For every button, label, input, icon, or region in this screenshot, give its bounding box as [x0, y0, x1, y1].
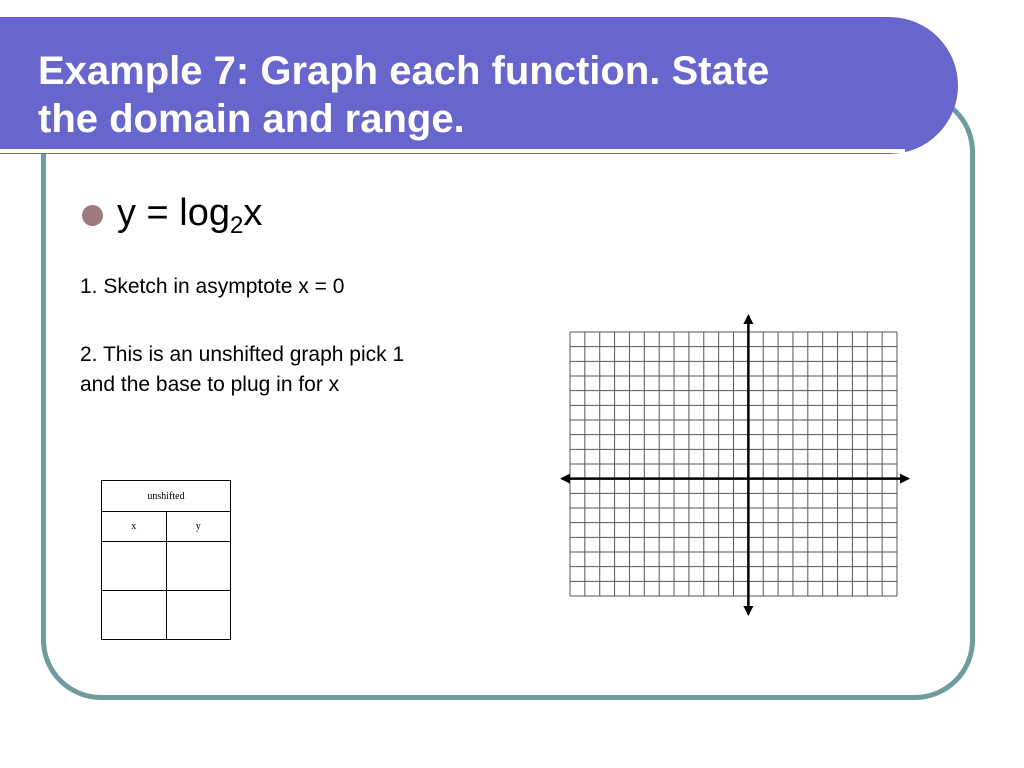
- title-line-1: Example 7: Graph each function. State: [38, 49, 770, 93]
- arrow-up-icon: [743, 314, 753, 324]
- bullet-icon: [82, 205, 103, 226]
- table-cell: [166, 542, 231, 591]
- table-cell: [102, 542, 167, 591]
- table-cell: [166, 591, 231, 640]
- equation-base: 2: [230, 212, 244, 239]
- slide-title: [38, 47, 769, 143]
- xy-table: [101, 480, 231, 640]
- step-1: 1. Sketch in asymptote x = 0: [80, 275, 345, 298]
- arrow-down-icon: [743, 606, 753, 616]
- table-cell: [102, 591, 167, 640]
- title-underline: [0, 149, 905, 153]
- equation-lhs: y = log: [117, 192, 231, 234]
- title-banner: [0, 17, 958, 154]
- step-2: 2. This is an unshifted graph pick 1 and the base to plug in for x: [80, 343, 405, 396]
- equation-arg: x: [243, 192, 263, 234]
- title-line-2: the domain and range.: [38, 97, 465, 141]
- table-header-y: y: [166, 512, 231, 542]
- coordinate-grid: [560, 312, 910, 618]
- equation: [117, 190, 263, 239]
- table-header-x: x: [102, 512, 167, 542]
- arrow-left-icon: [560, 474, 570, 484]
- table-caption: unshifted: [102, 481, 231, 512]
- arrow-right-icon: [900, 474, 910, 484]
